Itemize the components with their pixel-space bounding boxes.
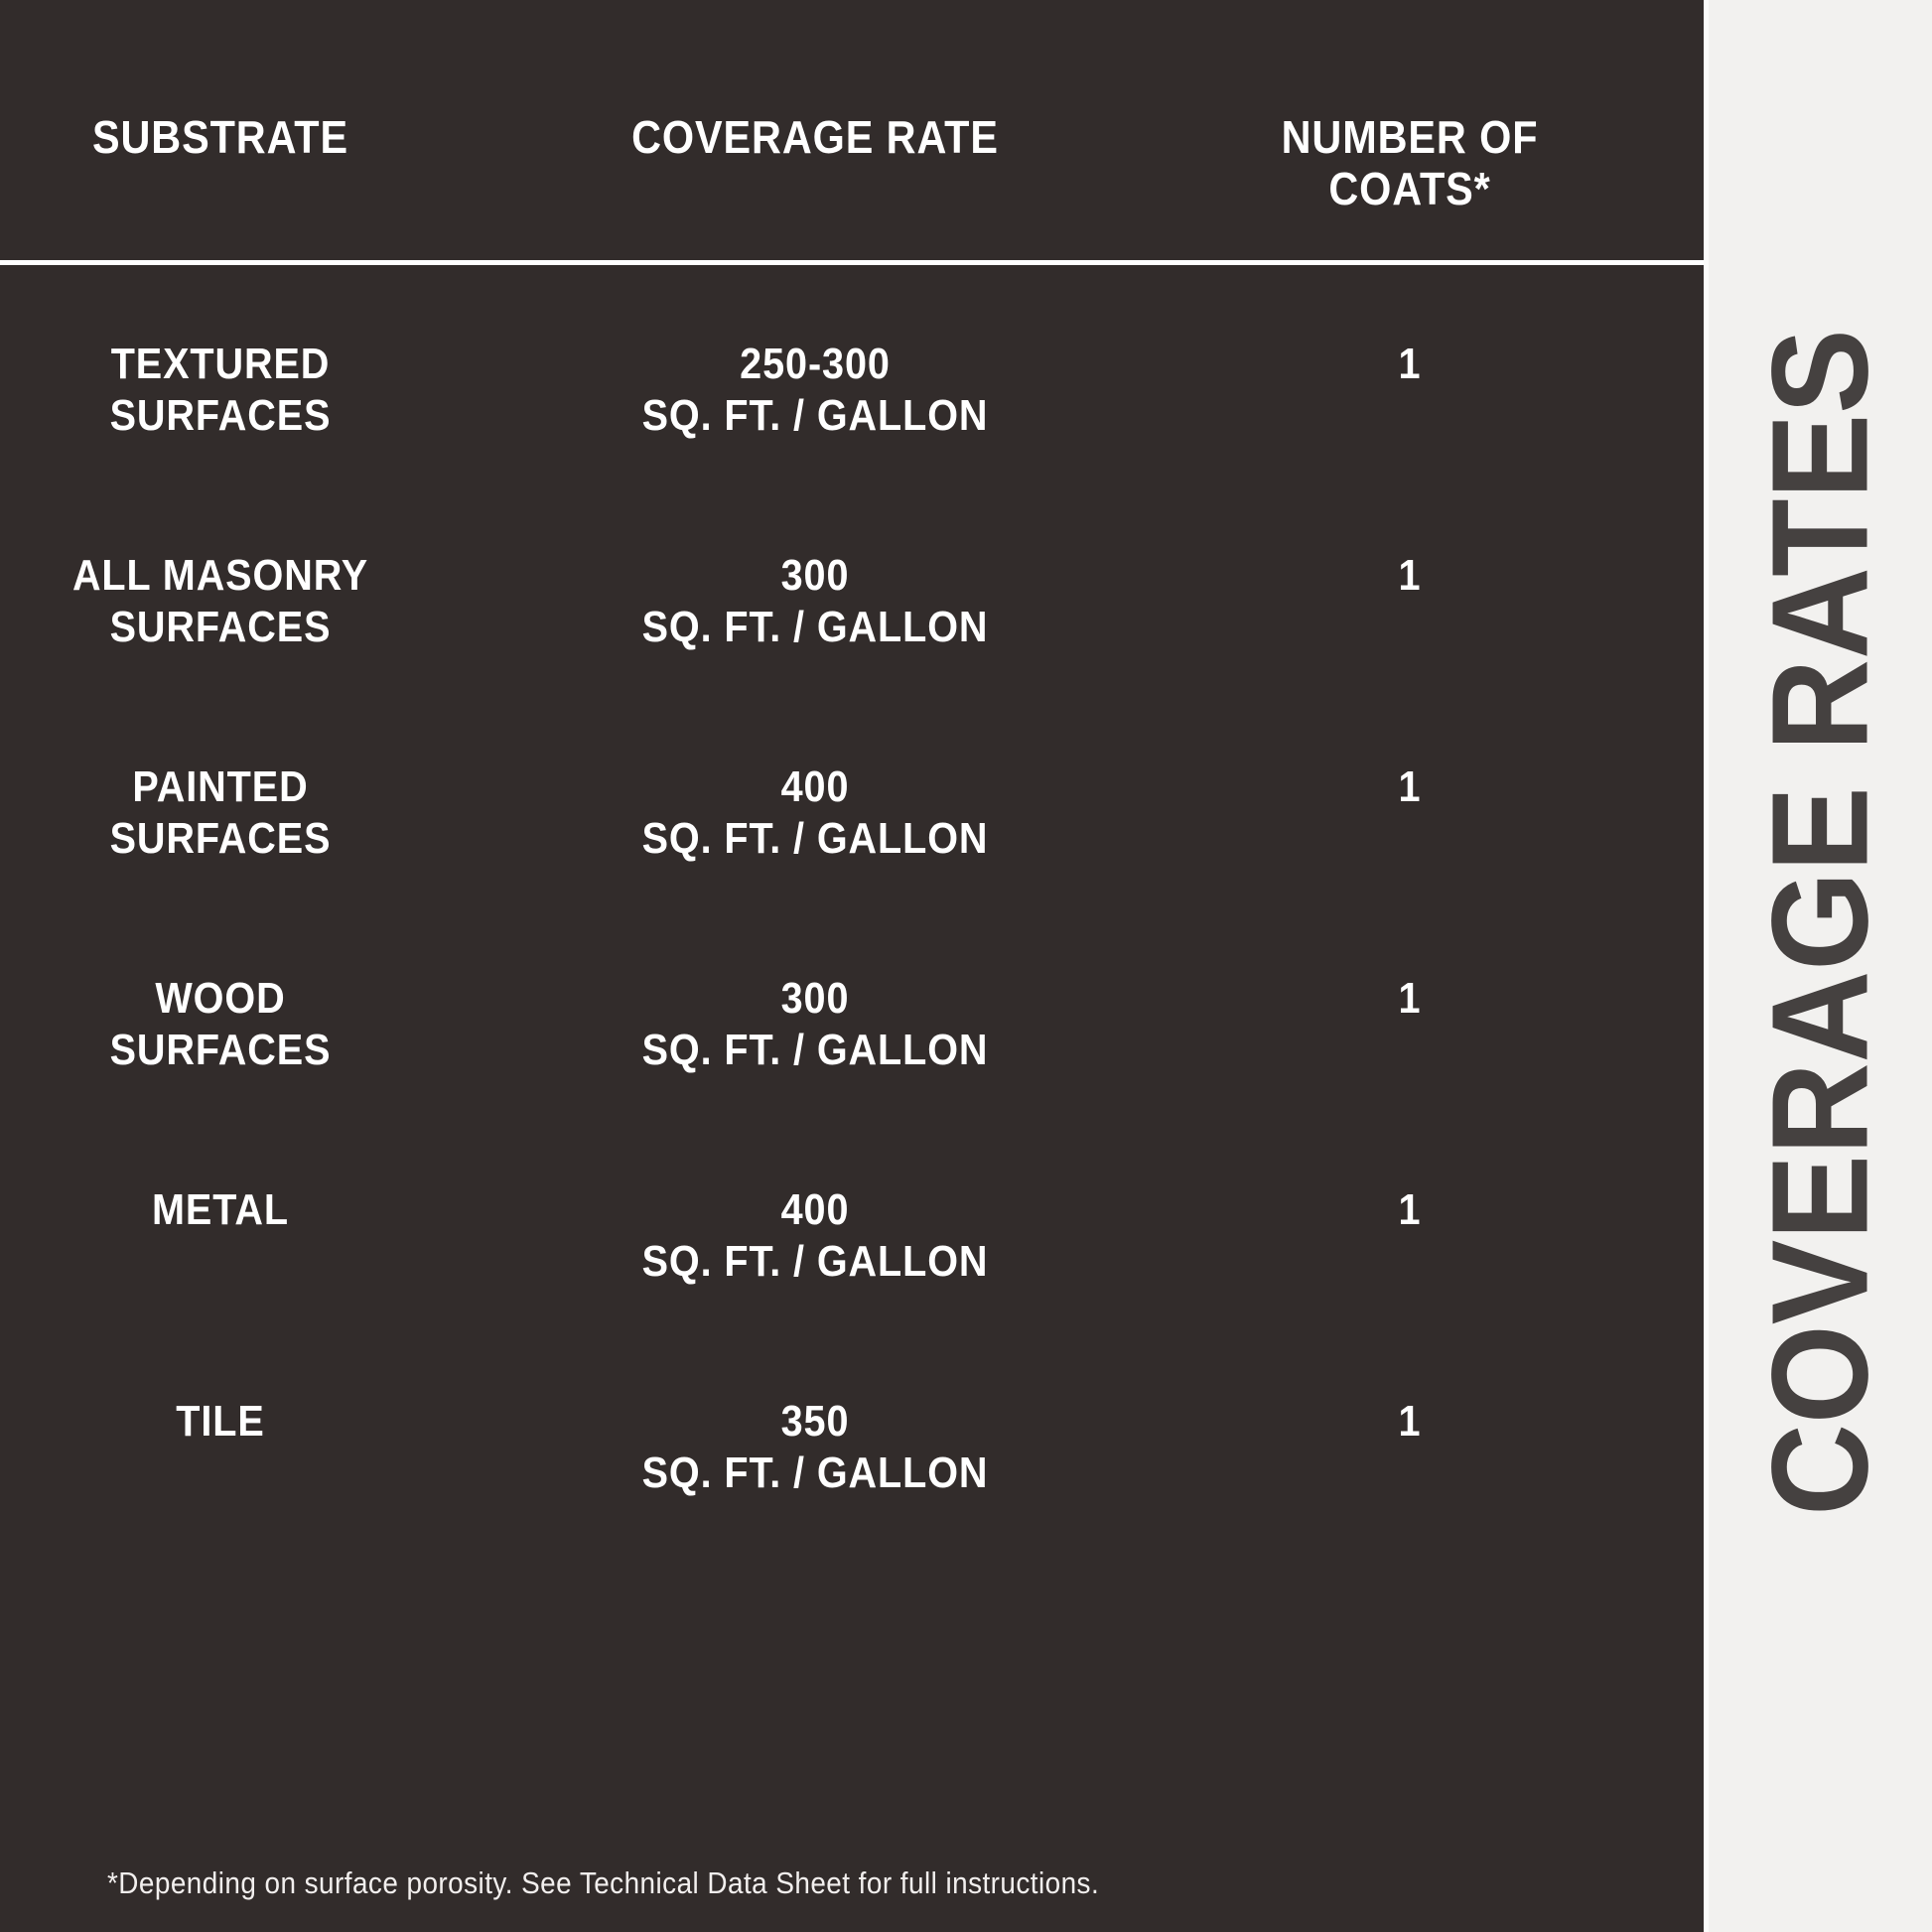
rate-unit: SQ. FT. / GALLON [641,814,989,863]
column-header-number-of-coats: NUMBER OF COATS* [1281,111,1539,214]
table-row [0,1396,1704,1499]
table-row [0,550,1704,653]
substrate-line: TEXTURED [110,340,331,388]
substrate-line: SURFACES [109,603,332,651]
substrate-line: TILE [176,1397,265,1446]
column-header-coverage-rate: COVERAGE RATE [631,111,999,163]
coats-cell [1189,973,1630,1076]
table-header-row [0,0,1704,214]
rate-unit: SQ. FT. / GALLON [641,603,989,651]
rate-value: 300 [780,551,850,600]
coats-value: 1 [1398,340,1422,388]
rate-value: 300 [780,974,850,1023]
coats-value: 1 [1398,1185,1422,1234]
column-header-substrate: SUBSTRATE [91,111,349,163]
rate-value: 400 [780,762,850,811]
coats-cell [1189,550,1630,653]
rate-value: 400 [780,1185,850,1234]
coats-value: 1 [1398,974,1422,1023]
rate-unit: SQ. FT. / GALLON [641,1237,989,1286]
table-row [0,339,1704,442]
substrate-cell [0,339,441,442]
substrate-line: ALL MASONRY [71,551,369,600]
coats-cell [1189,1396,1630,1499]
substrate-cell [0,1184,441,1288]
coats-value: 1 [1398,551,1422,600]
rate-unit: SQ. FT. / GALLON [641,1449,989,1497]
coverage-rate-cell [441,1396,1189,1499]
coats-value: 1 [1398,762,1422,811]
substrate-line: WOOD [155,974,286,1023]
table-row [0,1184,1704,1288]
coverage-rate-cell [441,550,1189,653]
header-divider [0,260,1704,265]
substrate-line: SURFACES [109,814,332,863]
substrate-line: SURFACES [109,1026,332,1074]
coats-cell [1189,339,1630,442]
rate-unit: SQ. FT. / GALLON [641,1026,989,1074]
coats-cell [1189,761,1630,865]
sidebar-vertical-title: COVERAGE RATES [1743,329,1896,1516]
substrate-cell [0,973,441,1076]
coats-value: 1 [1398,1397,1422,1446]
coverage-rate-cell [441,1184,1189,1288]
coats-cell [1189,1184,1630,1288]
table-body [0,339,1704,1499]
coverage-rate-cell [441,973,1189,1076]
footnote: *Depending on surface porosity. See Technical Data Sheet for full instructions. [107,1865,1100,1900]
rate-unit: SQ. FT. / GALLON [641,391,989,440]
substrate-cell [0,1396,441,1499]
sidebar [1704,0,1932,1932]
table-row [0,973,1704,1076]
rate-value: 350 [780,1397,850,1446]
substrate-line: PAINTED [132,762,309,811]
table-row [0,761,1704,865]
substrate-line: SURFACES [109,391,332,440]
substrate-line: METAL [152,1185,289,1234]
substrate-cell [0,761,441,865]
coverage-rate-cell [441,761,1189,865]
rate-value: 250-300 [740,340,891,388]
coverage-rate-cell [441,339,1189,442]
substrate-cell [0,550,441,653]
